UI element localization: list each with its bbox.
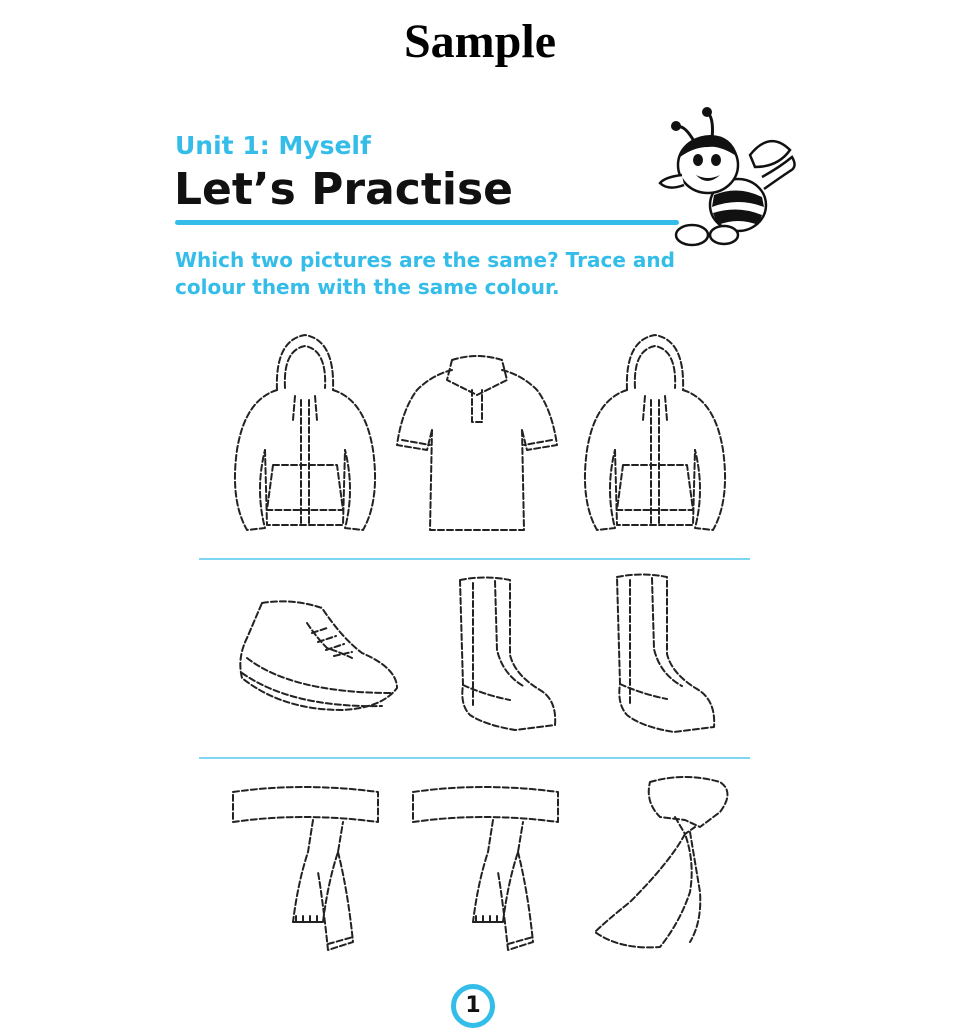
- hoodie-icon: [575, 330, 735, 540]
- necktie-icon: [590, 772, 740, 952]
- page-number: 1: [451, 984, 495, 1028]
- sample-watermark-title: Sample: [403, 15, 556, 68]
- scarf-icon: [228, 782, 383, 952]
- row-divider: [199, 558, 750, 560]
- bee-mascot-icon: [650, 105, 800, 255]
- unit-label: Unit 1: Myself: [175, 131, 371, 160]
- scarf-icon: [408, 782, 563, 952]
- page-heading: Let’s Practise: [174, 164, 514, 215]
- polo-shirt-icon: [392, 350, 562, 535]
- boot-icon: [612, 572, 722, 737]
- heading-underline: [175, 220, 679, 225]
- row-divider: [199, 757, 750, 759]
- hoodie-icon: [225, 330, 385, 540]
- boot-icon: [455, 575, 565, 735]
- instruction-text: Which two pictures are the same? Trace and colour them with the same colour.: [175, 248, 675, 299]
- sneaker-icon: [232, 598, 407, 718]
